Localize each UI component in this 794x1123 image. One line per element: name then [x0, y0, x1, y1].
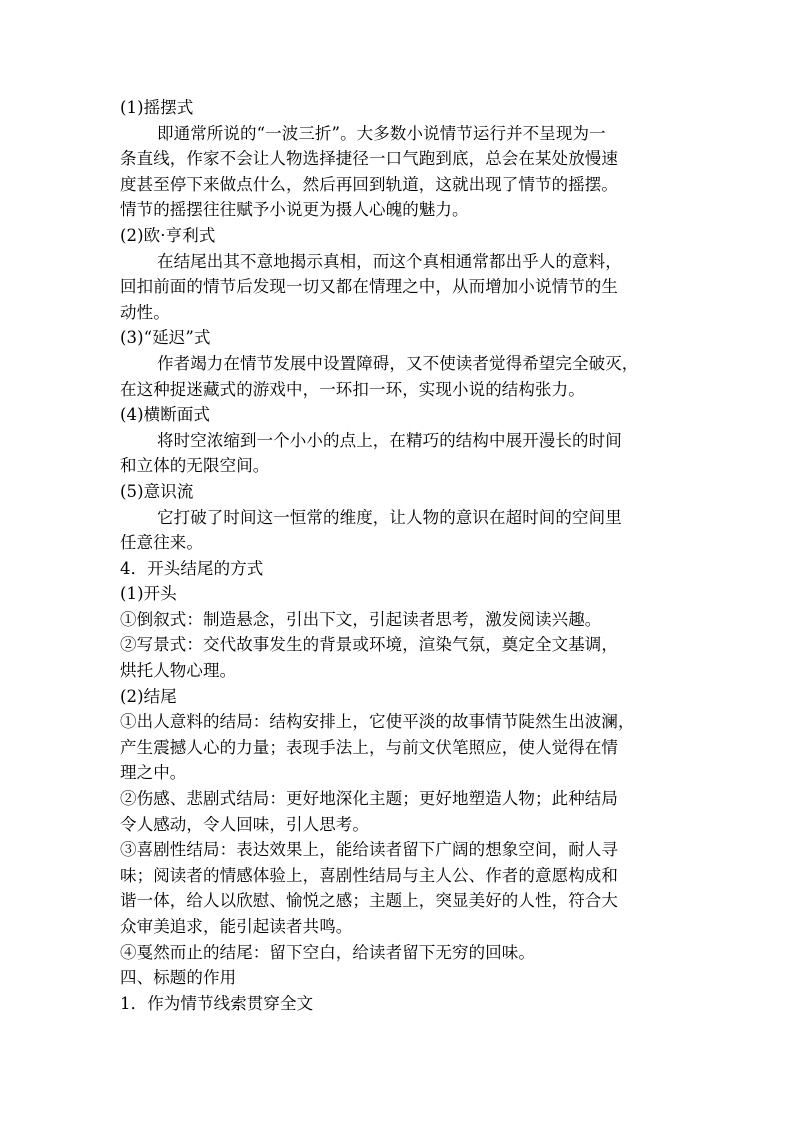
paragraph-line: 产生震撼人心的力量；表现手法上，与前文伏笔照应，使人觉得在情 [120, 737, 618, 757]
paragraph-line: 在这种捉迷藏式的游戏中，一环扣一环，实现小说的结构张力。 [120, 379, 585, 399]
paragraph-line: 条直线，作家不会让人物选择捷径一口气跑到底，总会在某处放慢速 [120, 149, 618, 169]
paragraph-line: 将时空浓缩到一个小小的点上，在精巧的结构中展开漫长的时间 [157, 430, 622, 450]
subheading-delay-style: (3)“延迟”式 [120, 328, 211, 348]
list-item-tragic-ending: ②伤感、悲剧式结局：更好地深化主题；更好地塑造人物；此种结局 [120, 789, 618, 809]
list-item-abrupt-ending: ④戛然而止的结尾：留下空白，给读者留下无穷的回味。 [120, 942, 535, 962]
list-item-unexpected-ending: ①出人意料的结局：结构安排上，它使平淡的故事情节陡然生出波澜， [120, 712, 635, 732]
list-item-comedic-ending: ③喜剧性结局：表达效果上，能给读者留下广阔的想象空间，耐人寻 [120, 840, 618, 860]
paragraph-line: 回扣前面的情节后发现一切又都在情理之中，从而增加小说情节的生 [120, 277, 618, 297]
paragraph-line: 任意往来。 [120, 533, 203, 553]
paragraph-line: 和立体的无限空间。 [120, 456, 270, 476]
list-item-scenery: ②写景式：交代故事发生的背景或环境，渲染气氛，奠定全文基调， [120, 635, 618, 655]
paragraph-line: 谐一体，给人以欣慰、愉悦之感；主题上，突显美好的人性，符合大 [120, 891, 618, 911]
paragraph-line: 烘托人物心理。 [120, 661, 237, 681]
subheading-ohenry-style: (2)欧·亨利式 [120, 225, 216, 245]
subheading-stream-of-consciousness: (5)意识流 [120, 481, 194, 501]
section-heading-title-function: 四、标题的作用 [120, 968, 237, 988]
paragraph-line: 在结尾出其不意地揭示真相，而这个真相通常都出乎人的意料， [157, 251, 622, 271]
paragraph-line: 情节的摇摆往往赋予小说更为摄人心魄的魅力。 [120, 200, 469, 220]
subheading-swing-style: (1)摇摆式 [120, 98, 194, 117]
paragraph-line: 理之中。 [120, 763, 187, 783]
subheading-ending: (2)结尾 [120, 686, 177, 706]
subheading-cross-section-style: (4)横断面式 [120, 405, 211, 425]
paragraph-line: 令人感动，令人回味，引人思考。 [120, 814, 369, 834]
paragraph-line: 度甚至停下来做点什么，然后再回到轨道，这就出现了情节的摇摆。 [120, 174, 618, 194]
paragraph-line: 作者竭力在情节发展中设置障碍，又不使读者觉得希望完全破灭， [157, 353, 639, 373]
paragraph-line: 它打破了时间这一恒常的维度，让人物的意识在超时间的空间里 [157, 507, 622, 527]
paragraph-line: 动性。 [120, 302, 170, 322]
paragraph-line: 即通常所说的“一波三折”。大多数小说情节运行并不呈现为一 [157, 123, 606, 143]
section-heading-opening-ending: 4．开头结尾的方式 [120, 558, 264, 578]
list-item-flashback: ①倒叙式：制造悬念，引出下文，引起读者思考，激发阅读兴趣。 [120, 609, 602, 629]
document-body [120, 95, 680, 1016]
subheading-opening: (1)开头 [120, 584, 177, 604]
paragraph-line: 味；阅读者的情感体验上，喜剧性结局与主人公、作者的意愿构成和 [120, 865, 618, 885]
subheading-plot-clue: 1．作为情节线索贯穿全文 [120, 993, 314, 1013]
paragraph-line: 众审美追求，能引起读者共鸣。 [120, 917, 353, 936]
